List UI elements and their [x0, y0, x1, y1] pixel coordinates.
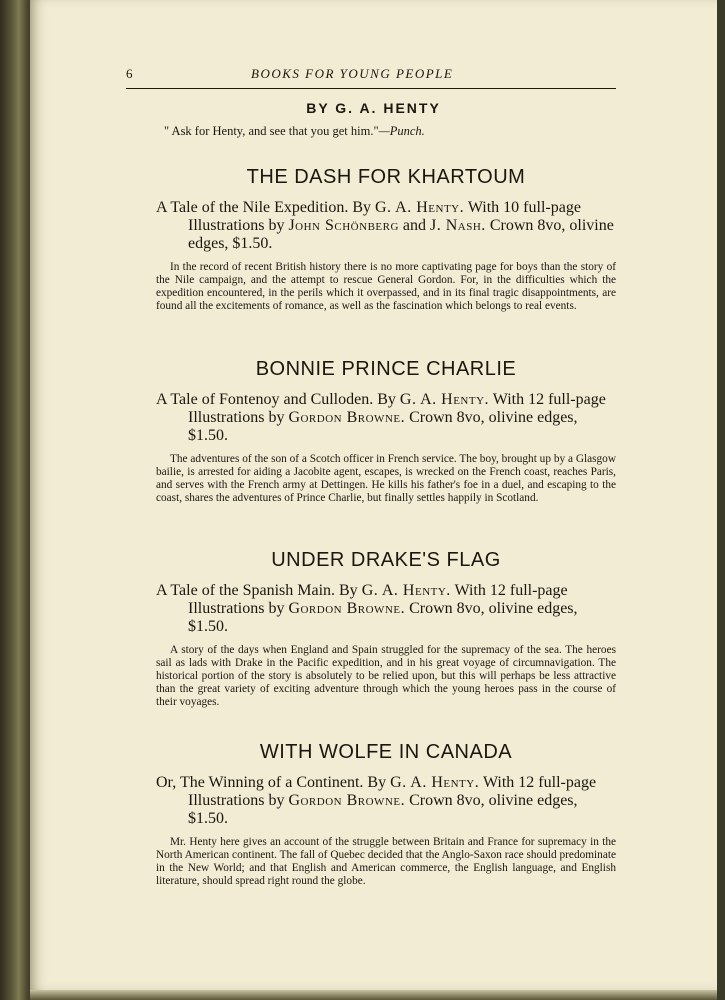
book-entry-khartoum	[156, 166, 616, 313]
book-title: UNDER DRAKE'S FLAG	[271, 549, 501, 571]
book-description: Or, The Winning of a Continent. By G. A. Henty. With 12 full-page Illustrations by Gordon Browne. Crown 8vo, olivine edges, $1.50.	[156, 774, 597, 827]
header-rule	[126, 88, 616, 89]
book-title: WITH WOLFE IN CANADA	[259, 741, 513, 763]
author-byline: BY G. A. HENTY	[306, 100, 441, 116]
book-entry-with-wolfe-in-canada	[156, 741, 616, 888]
author-quote	[164, 124, 425, 139]
book-synopsis: The adventures of the son of a Scotch officer in French service. The boy, brought up by a Glasgow bailie, is arrested for aiding a Jacobite agent, escapes, is wrecked on the French coast, reaches Paris, and serves with the French army at Dettingen. He kills his father's foe in a duel, and escaping to the coast, shares the adventures of Prince Charlie, but finally settles happily in Scotland.	[156, 453, 616, 504]
page-number: 6	[126, 66, 134, 81]
quote-text: " Ask for Henty, and see that you get him."	[164, 124, 379, 138]
book-synopsis: A story of the days when England and Spain struggled for the supremacy of the sea. The heroes sail as lads with Drake in the Pacific expedition, and in his great voyage of circumnavigation. The historical portion of the story is absolutely to be relied upon, but this will perhaps be less attractive than the great variety of exciting adventure through which the young heroes pass in the course of their voyages.	[156, 644, 616, 708]
book-binding	[0, 0, 34, 1000]
book-synopsis: In the record of recent British history there is no more captivating page for boys than the story of the Nile campaign, and the attempt to rescue General Gordon. For, in the difficulties which the expedition encountered, in the perils which it overpassed, and in its final tragic disappointments, are found all the excitements of romance, as well as the fascination which belongs to real events.	[156, 261, 616, 312]
illustrator-name-2: J. Nash.	[430, 217, 486, 234]
author-name: G. A. Henty.	[375, 199, 465, 216]
page-edge	[30, 990, 717, 1000]
author-name: G. A. Henty.	[361, 582, 451, 599]
quote-source: —Punch.	[378, 124, 425, 138]
book-description: A Tale of Fontenoy and Culloden. By G. A. Henty. With 12 full-page Illustrations by Gordon Browne. Crown 8vo, olivine edges, $1.50.	[156, 391, 606, 444]
book-entry-bonnie-prince-charlie	[156, 358, 616, 505]
illustrator-name: Gordon Browne.	[288, 792, 406, 809]
author-name: G. A. Henty.	[390, 774, 480, 791]
illustrator-name: Gordon Browne.	[288, 409, 406, 426]
book-title: BONNIE PRINCE CHARLIE	[255, 358, 517, 380]
illustrator-name: John Schönberg	[288, 217, 399, 234]
author-name: G. A. Henty.	[399, 391, 490, 408]
book-entry-under-drakes-flag	[156, 549, 616, 709]
book-description: A Tale of the Nile Expedition. By G. A. Henty. With 10 full-page Illustrations by John Schönberg and J. Nash. Crown 8vo, olivine edges, $1.50.	[156, 199, 614, 252]
book-description: A Tale of the Spanish Main. By G. A. Henty. With 12 full-page Illustrations by Gordon Browne. Crown 8vo, olivine edges, $1.50.	[156, 582, 578, 635]
running-head-title: BOOKS FOR YOUNG PEOPLE	[251, 66, 454, 81]
book-synopsis: Mr. Henty here gives an account of the struggle between Britain and France for supremacy in the North American continent. The fall of Quebec decided that the Anglo-Saxon race should predominate in the New World; and that English and American commerce, the English language, and English literature, should spread right round the globe.	[156, 836, 616, 887]
illustrator-name: Gordon Browne.	[288, 600, 406, 617]
book-title: THE DASH FOR KHARTOUM	[246, 166, 526, 188]
